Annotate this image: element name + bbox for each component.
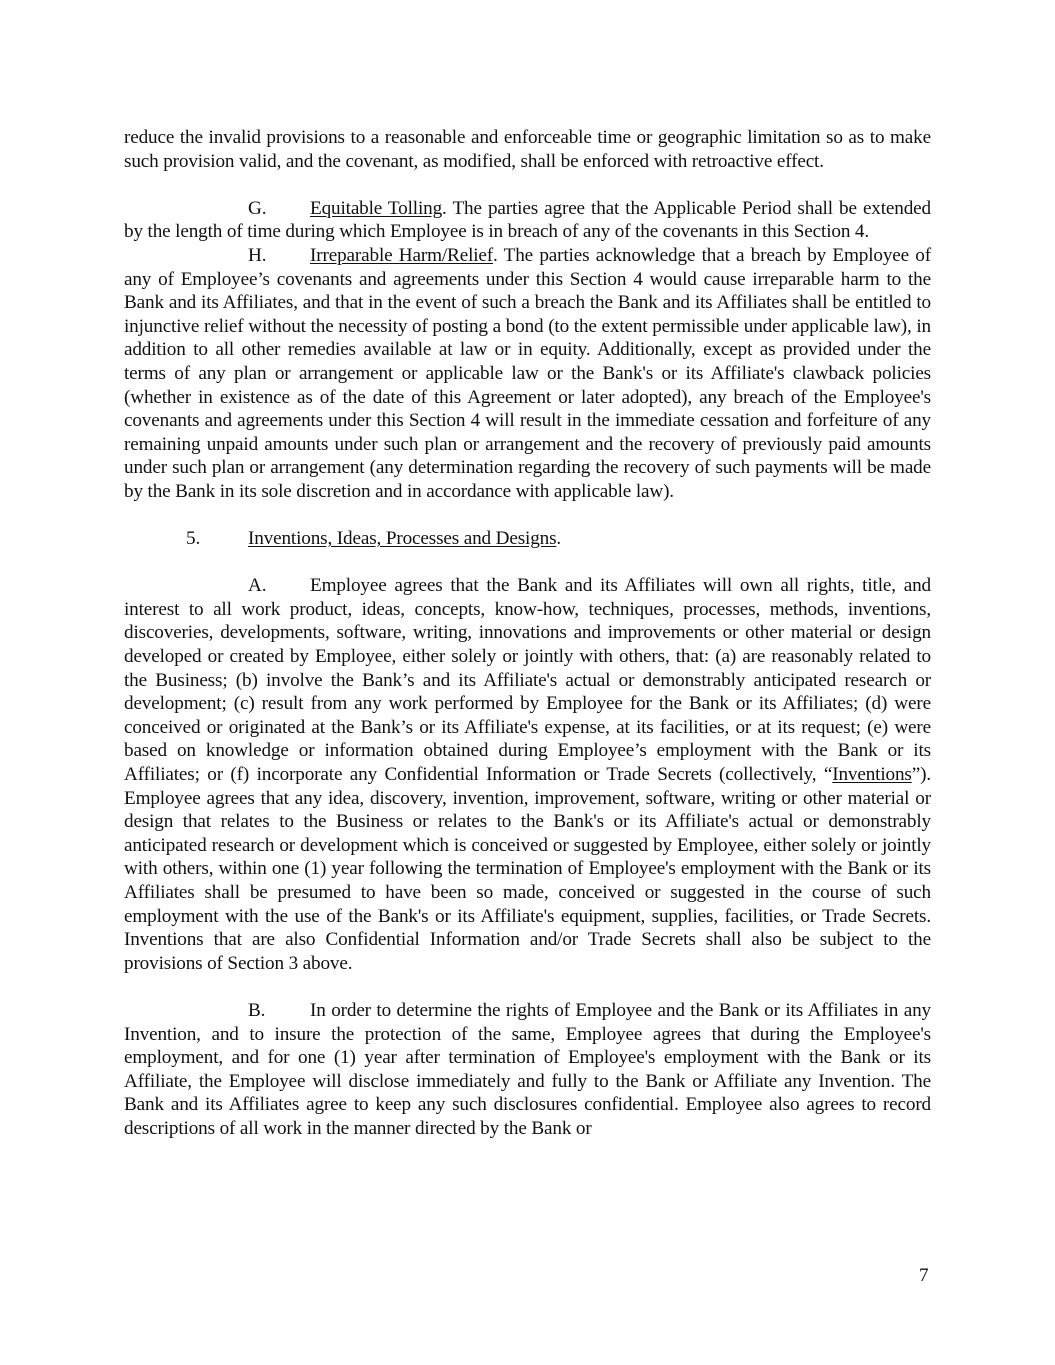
section-5b-body: In order to determine the rights of Employee and the Bank or its Affiliates in any Invention, and to insure the protection of the same, Employee agrees that during the Employee's employment, and for one (1) year after termination of Employee's employment with the Bank or its Affiliate, the Employee will disclose immediately and fully to the Bank or Affiliate any Invention. The Bank and its Affiliates agree to keep any such disclosures confidential. Employee also agrees to record descriptions of all work in the manner directed by the Bank or xyxy=(124,999,931,1139)
continuation-paragraph: reduce the invalid provisions to a reasonable and enforceable time or geographic limitation so as to make such provision valid, and the covenant, as modified, shall be enforced with retroactive effect. xyxy=(124,127,931,172)
defined-term-inventions: Inventions xyxy=(832,764,912,786)
section-4h-paragraph xyxy=(124,244,931,504)
section-5b-paragraph xyxy=(124,999,931,1141)
section-5-title-suffix: . xyxy=(556,528,562,550)
section-4h-body: . The parties acknowledge that a breach by Employee of any of Employee’s covenants and agreements under this Section 4 would cause irreparable harm to the Bank and its Affiliates, and that in the event of such a breach the Bank and its Affiliates shall be entitled to injunctive relief without the necessity of posting a bond (to the extent permissible under applicable law), in addition to all other remedies available at law or in equity. Additionally, except as provided under the terms of any plan or arrangement or applicable law or the Bank's or its Affiliate's clawback policies (whether in existence as of the date of this Agreement or later adopted), any breach of the Employee's covenants and agreements under this Section 4 will result in the immediate cessation and forfeiture of any remaining unpaid amounts under such plan or arrangement and the recovery of previously paid amounts under such plan or arrangement (any determination regarding the recovery of such payments will be made by the Bank in its sole discretion and in accordance with applicable law). xyxy=(124,244,931,502)
section-5a-paragraph xyxy=(124,574,931,975)
section-5b-label: B. xyxy=(248,999,266,1021)
section-5-heading xyxy=(124,527,931,551)
section-4g-body: . The parties agree that the Applicable Period shall be extended by the length of time during which Employee is in breach of any of the covenants in this Section 4. xyxy=(124,197,931,243)
section-5a-body-after: ”). Employee agrees that any idea, discovery, invention, improvement, software, writing or other material or design that relates to the Business or relates to the Bank's or its Affiliate's actual or demonstrably anticipated research or development which is conceived or suggested by Employee, either solely or jointly with others, within one (1) year following the termination of Employee's employment with the Bank or its Affiliates shall be presumed to have been so made, conceived or suggested in the course of such employment with the use of the Bank's or its Affiliate's equipment, supplies, facilities, or Trade Secrets. Inventions that are also Confidential Information and/or Trade Secrets shall also be subject to the provisions of Section 3 above. xyxy=(124,764,931,974)
section-5-number: 5. xyxy=(186,528,201,550)
section-5a-label: A. xyxy=(248,575,267,597)
page-number: 7 xyxy=(919,1265,929,1286)
section-4g-label: G. xyxy=(248,197,267,219)
section-4h-label: H. xyxy=(248,244,267,266)
document-page xyxy=(124,126,931,1141)
section-4g-title: Equitable Tolling xyxy=(310,197,443,219)
section-4g-paragraph xyxy=(124,197,931,244)
section-5a-body-before: Employee agrees that the Bank and its Affiliates will own all rights, title, and interest to all work product, ideas, concepts, know-how, techniques, processes, methods, inventions, discoveries, developments, software, writing, innovations and improvements or other material or design developed or created by Employee, either solely or jointly with others, that: (a) are reasonably related to the Business; (b) involve the Bank’s and its Affiliate's actual or demonstrably anticipated research or development; (c) result from any work performed by Employee for the Bank or its Affiliates; (d) were conceived or originated at the Bank’s or its Affiliate's expense, at its facilities, or at its request; (e) were based on knowledge or information obtained during Employee’s employment with the Bank or its Affiliates; or (f) incorporate any Confidential Information or Trade Secrets (collectively, “ xyxy=(124,575,931,786)
section-5-title: Inventions, Ideas, Processes and Designs xyxy=(248,528,557,550)
section-4h-title: Irreparable Harm/Relief xyxy=(310,244,494,266)
